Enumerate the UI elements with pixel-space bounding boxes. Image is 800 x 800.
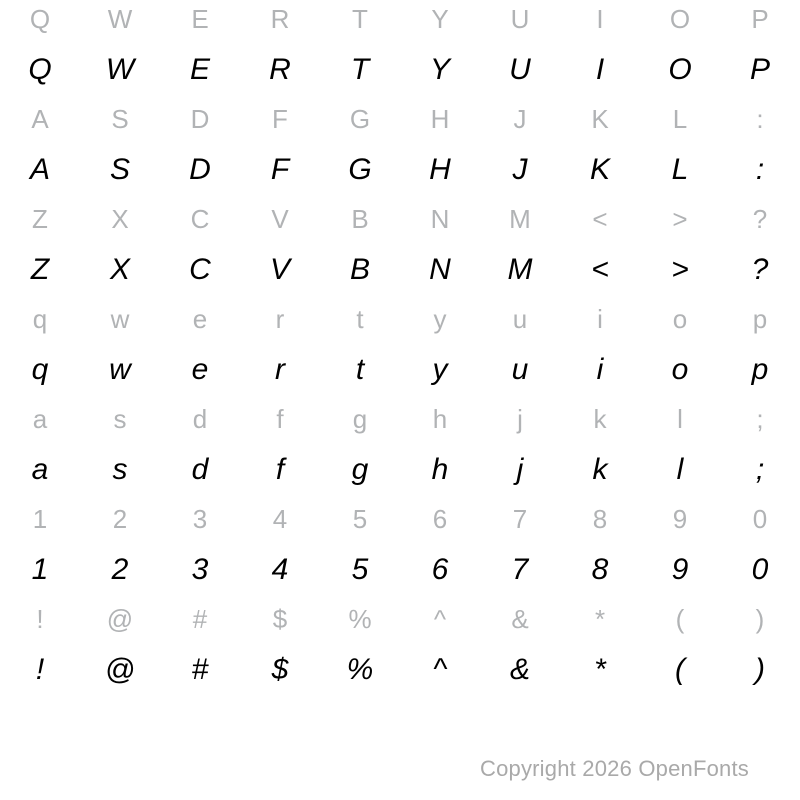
glyph-cell: r: [275, 304, 285, 334]
glyph-cell: *: [594, 653, 606, 686]
glyph-cell: :: [755, 153, 765, 186]
glyph-cell: (: [675, 653, 685, 686]
glyph-cell: H: [430, 104, 450, 134]
glyph-cell: s: [113, 404, 127, 434]
glyph-cell: a: [32, 404, 48, 434]
glyph-cell: (: [675, 604, 685, 634]
glyph-cell: q: [31, 353, 49, 386]
glyph-cell: u: [512, 304, 528, 334]
glyph-cell: l: [676, 453, 684, 486]
glyph-row-gray-0: [0, 6, 800, 32]
glyph-cell: O: [668, 53, 692, 86]
glyph-row-black-3: [0, 355, 800, 385]
glyph-cell: 7: [511, 553, 529, 586]
glyph-cell: E: [191, 4, 209, 34]
glyph-cell: g: [351, 453, 369, 486]
glyph-cell: 9: [671, 553, 689, 586]
glyph-cell: 0: [751, 553, 769, 586]
glyph-cell: @: [106, 604, 134, 634]
glyph-cell: M: [507, 253, 533, 286]
glyph-cell: S: [111, 104, 129, 134]
glyph-cell: V: [271, 204, 289, 234]
glyph-cell: >: [672, 204, 688, 234]
glyph-row-black-0: [0, 55, 800, 85]
glyph-cell: @: [104, 653, 136, 686]
glyph-cell: T: [352, 4, 368, 34]
glyph-row-black-4: [0, 455, 800, 485]
glyph-cell: C: [190, 204, 210, 234]
glyph-cell: J: [512, 153, 528, 186]
glyph-cell: G: [348, 153, 372, 186]
glyph-cell: g: [352, 404, 368, 434]
glyph-cell: <: [592, 204, 608, 234]
glyph-cell: F: [270, 153, 290, 186]
glyph-cell: j: [516, 453, 524, 486]
glyph-cell: X: [109, 253, 130, 286]
glyph-cell: M: [509, 204, 531, 234]
glyph-cell: 4: [272, 504, 288, 534]
glyph-cell: V: [269, 253, 290, 286]
glyph-cell: o: [672, 304, 688, 334]
glyph-cell: N: [429, 253, 451, 286]
glyph-cell: G: [349, 104, 371, 134]
glyph-cell: ): [755, 604, 765, 634]
glyph-cell: P: [751, 4, 769, 34]
glyph-cell: %: [348, 604, 372, 634]
glyph-cell: 0: [752, 504, 768, 534]
glyph-cell: B: [349, 253, 370, 286]
glyph-row-gray-1: [0, 106, 800, 132]
glyph-cell: Z: [30, 253, 50, 286]
glyph-row-black-2: [0, 255, 800, 285]
glyph-cell: 9: [672, 504, 688, 534]
glyph-cell: p: [752, 304, 768, 334]
glyph-cell: r: [275, 353, 285, 386]
glyph-cell: U: [509, 53, 531, 86]
copyright-text: Copyright 2026 OpenFonts: [480, 756, 749, 781]
glyph-cell: l: [677, 404, 683, 434]
glyph-cell: 8: [591, 553, 609, 586]
glyph-cell: C: [189, 253, 211, 286]
glyph-cell: d: [192, 404, 208, 434]
glyph-row-gray-6: [0, 606, 800, 632]
glyph-cell: !: [35, 653, 45, 686]
glyph-cell: q: [32, 304, 48, 334]
glyph-cell: Z: [32, 204, 48, 234]
glyph-cell: y: [433, 304, 447, 334]
glyph-cell: 6: [432, 504, 448, 534]
glyph-cell: L: [672, 104, 688, 134]
glyph-cell: Q: [28, 53, 52, 86]
glyph-cell: h: [432, 404, 448, 434]
glyph-cell: #: [191, 653, 209, 686]
glyph-cell: I: [596, 4, 604, 34]
glyph-cell: A: [29, 153, 50, 186]
glyph-cell: ): [755, 653, 765, 686]
glyph-cell: $: [272, 604, 288, 634]
glyph-cell: t: [356, 304, 364, 334]
glyph-row-black-6: [0, 655, 800, 685]
glyph-cell: &: [509, 653, 530, 686]
glyph-cell: 1: [31, 553, 49, 586]
glyph-cell: s: [112, 453, 128, 486]
glyph-cell: F: [272, 104, 288, 134]
glyph-cell: K: [589, 153, 610, 186]
glyph-cell: P: [749, 53, 770, 86]
glyph-cell: E: [189, 53, 210, 86]
glyph-row-black-5: [0, 555, 800, 585]
glyph-cell: U: [510, 4, 530, 34]
glyph-cell: B: [351, 204, 369, 234]
glyph-cell: 4: [271, 553, 289, 586]
glyph-cell: 2: [112, 504, 128, 534]
glyph-cell: A: [31, 104, 49, 134]
glyph-cell: h: [431, 453, 449, 486]
glyph-cell: f: [275, 453, 285, 486]
glyph-cell: N: [430, 204, 450, 234]
glyph-cell: k: [593, 404, 607, 434]
glyph-cell: K: [591, 104, 609, 134]
glyph-cell: $: [271, 653, 289, 686]
glyph-cell: R: [270, 4, 290, 34]
glyph-cell: T: [350, 53, 370, 86]
glyph-cell: S: [109, 153, 130, 186]
glyph-cell: k: [592, 453, 608, 486]
glyph-cell: u: [511, 353, 529, 386]
glyph-cell: L: [671, 153, 689, 186]
glyph-cell: 2: [111, 553, 129, 586]
glyph-cell: d: [191, 453, 209, 486]
glyph-row-gray-5: [0, 506, 800, 532]
glyph-cell: W: [105, 53, 135, 86]
glyph-cell: X: [111, 204, 129, 234]
glyph-cell: 8: [592, 504, 608, 534]
glyph-cell: w: [109, 353, 131, 386]
glyph-cell: p: [751, 353, 769, 386]
glyph-cell: ;: [756, 404, 764, 434]
glyph-cell: ^: [432, 653, 448, 686]
glyph-cell: D: [190, 104, 210, 134]
glyph-cell: &: [511, 604, 529, 634]
glyph-row-gray-4: [0, 406, 800, 432]
glyph-cell: 5: [352, 504, 368, 534]
glyph-cell: Q: [29, 4, 51, 34]
glyph-cell: #: [192, 604, 208, 634]
glyph-cell: e: [192, 304, 208, 334]
glyph-cell: *: [594, 604, 606, 634]
glyph-cell: t: [355, 353, 365, 386]
glyph-cell: 3: [192, 504, 208, 534]
glyph-cell: a: [31, 453, 49, 486]
glyph-cell: j: [517, 404, 523, 434]
glyph-cell: %: [346, 653, 374, 686]
glyph-cell: 1: [32, 504, 48, 534]
glyph-cell: ;: [755, 453, 765, 486]
glyph-cell: >: [671, 253, 689, 286]
glyph-cell: R: [269, 53, 291, 86]
glyph-cell: ?: [752, 204, 768, 234]
glyph-cell: H: [429, 153, 451, 186]
glyph-cell: D: [189, 153, 211, 186]
glyph-row-gray-3: [0, 306, 800, 332]
glyph-cell: 3: [191, 553, 209, 586]
glyph-row-black-1: [0, 155, 800, 185]
glyph-cell: i: [596, 353, 604, 386]
glyph-cell: f: [276, 404, 284, 434]
glyph-cell: e: [191, 353, 209, 386]
glyph-cell: <: [591, 253, 609, 286]
glyph-cell: ?: [751, 253, 769, 286]
glyph-cell: J: [513, 104, 527, 134]
glyph-cell: 6: [431, 553, 449, 586]
glyph-row-gray-2: [0, 206, 800, 232]
glyph-cell: 7: [512, 504, 528, 534]
glyph-cell: o: [671, 353, 689, 386]
glyph-cell: !: [36, 604, 44, 634]
glyph-cell: :: [756, 104, 764, 134]
glyph-cell: i: [597, 304, 603, 334]
glyph-cell: y: [432, 353, 448, 386]
glyph-cell: I: [595, 53, 605, 86]
glyph-cell: Y: [431, 4, 449, 34]
glyph-cell: Y: [429, 53, 450, 86]
glyph-cell: w: [110, 304, 130, 334]
glyph-cell: 5: [351, 553, 369, 586]
glyph-cell: O: [669, 4, 691, 34]
glyph-cell: W: [107, 4, 133, 34]
glyph-cell: ^: [433, 604, 447, 634]
